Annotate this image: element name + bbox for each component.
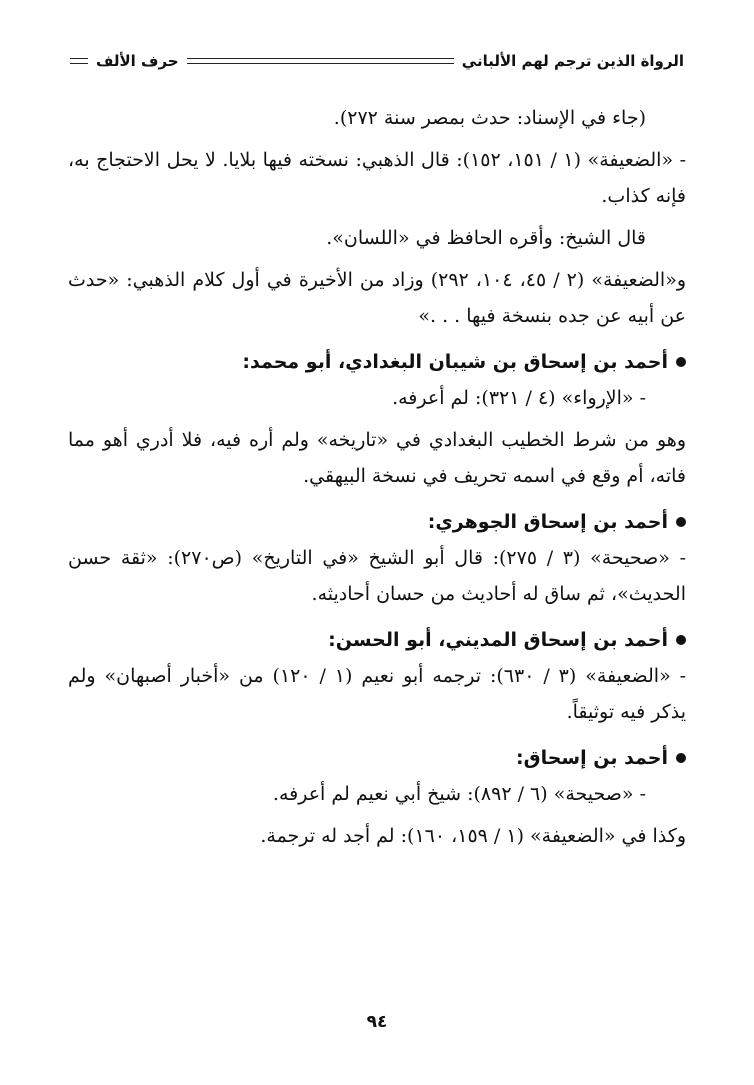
- narrator-heading: [68, 504, 686, 540]
- bullet-icon: [676, 517, 686, 527]
- header-mark: [70, 58, 88, 64]
- citation-paragraph: - «الضعيفة» (١ / ١٥١، ١٥٢): قال الذهبي: نسخته فيها بلايا. لا يحل الاحتجاج به، فإنه كذاب.: [68, 149, 687, 207]
- bullet-icon: [676, 753, 686, 763]
- citation-paragraph: - «صحيحة» (٦ / ٨٩٢): شيخ أبي نعيم لم أعرفه.: [272, 783, 646, 805]
- bullet-icon: [676, 635, 686, 645]
- text-paragraph: وكذا في «الضعيفة» (١ / ١٥٩، ١٦٠): لم أجد له ترجمة.: [260, 825, 686, 847]
- running-header: [70, 48, 684, 74]
- citation-paragraph: و«الضعيفة» (٢ / ٤٥، ١٠٤، ٢٩٢) وزاد من الأخيرة في أول كلام الذهبي: «حدث عن أبيه عن جده بنسخة فيها . . .»: [68, 269, 687, 327]
- text-paragraph: (جاء في الإسناد: حدث بمصر سنة ٢٧٢).: [333, 107, 646, 129]
- narrator-heading: [68, 622, 686, 658]
- bullet-icon: [676, 357, 686, 367]
- text-paragraph: وهو من شرط الخطيب البغدادي في «تاريخه» ولم أره فيه، فلا أدري أهو مما فاته، أم وقع في اسمه تحريف في نسخة البيهقي.: [68, 429, 686, 487]
- narrator-heading: [68, 740, 686, 776]
- citation-paragraph: - «الضعيفة» (٣ / ٦٣٠): ترجمه أبو نعيم (١ / ١٢٠) من «أخبار أصبهان» ولم يذكر فيه توثيقاً.: [68, 665, 687, 723]
- narrator-heading: [68, 344, 686, 380]
- header-rule: [187, 58, 454, 64]
- narrator-heading-text: أحمد بن إسحاق الجوهري:: [427, 511, 668, 533]
- running-header-title: الرواة الذين ترجم لهم الألباني: [461, 52, 684, 70]
- text-paragraph: قال الشيخ: وأقره الحافظ في «اللسان».: [326, 227, 646, 249]
- page-number: ٩٤: [366, 1012, 388, 1032]
- running-header-chapter: حرف الألف: [96, 52, 179, 70]
- citation-paragraph: - «الإرواء» (٤ / ٣٢١): لم أعرفه.: [392, 387, 646, 409]
- narrator-heading-text: أحمد بن إسحاق بن شيبان البغدادي، أبو محمد:: [242, 351, 668, 373]
- citation-paragraph: - «صحيحة» (٣ / ٢٧٥): قال أبو الشيخ «في التاريخ» (ص٢٧٠): «ثقة حسن الحديث»، ثم ساق له أحاديث من حسان أحاديثه.: [68, 547, 687, 605]
- narrator-heading-text: أحمد بن إسحاق:: [516, 747, 668, 769]
- narrator-heading-text: أحمد بن إسحاق المديني، أبو الحسن:: [328, 629, 668, 651]
- page-body: [68, 100, 686, 854]
